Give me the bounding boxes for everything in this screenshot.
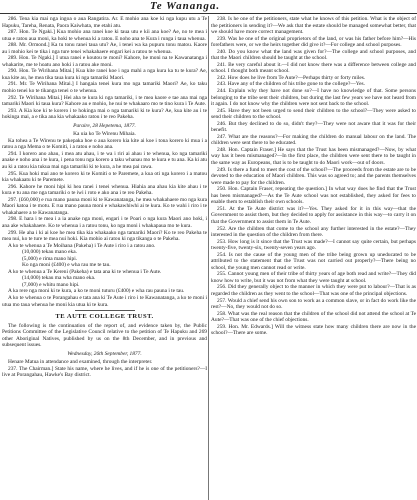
paragraph: A ko te whenua o te Porangahau e tata ana ki Te Aute i riro i te Kawanatanga, a ko te moni i utua mo taua whenua he moni kia utua ki te kura. bbox=[2, 294, 207, 308]
paragraph: 288. Mr. Ormond.] Ka tu tonu ranei taua utu? Ae, i tenei wa ka pupuru tonu matou. Kaore au i mohio kei te tika i nga ture tenei whakahaere engari kei a ratou te whenua. bbox=[2, 42, 207, 55]
column-divider bbox=[208, 16, 209, 500]
paragraph: 241. Be very careful about it.—I did not know there was a difference between college and school. I thought both meant school. bbox=[211, 61, 416, 75]
paragraph: 297. (£60,000) e rua mano pauna moni ki te Kawanatanga, he mea whakahaere mo nga kura Maori katoa i te motu. E rua mano pauna moni e whakawhiwhi ai te kura. Ko te wahi i riro i te whakahaere a te Kawanatanga. bbox=[2, 196, 207, 216]
paragraph: 251. At the Te Aute district was it?—Yes. They asked for it in this way—that the Government to assist them, but they decided to apply for assistance in this way—to carry it on that the Government to assist them in Te Aute. bbox=[211, 205, 416, 225]
paragraph: 246. But they declined to do so, didn't they?—They were not aware that it was for their benefit. bbox=[211, 120, 416, 134]
list-item: Ko nga moni (£400) e wha rau me te tau. bbox=[22, 262, 111, 269]
left-block-2 bbox=[2, 131, 207, 242]
paragraph: 238. Is he one of the petitioners, state what he knows of this petition. What is the object of the petitioners in sending it?—We ask that the estate should be managed somewhat better, that we should have more correct management. bbox=[211, 16, 416, 36]
section-title: TE AUTE COLLEGE TRUST. bbox=[55, 313, 154, 321]
paragraph: 252. Are the children that come to the school any further interested in the estate?—They interested in the question of the children from there. bbox=[211, 225, 416, 239]
paragraph: Ka uia ko Te Wirenu Mihaia. bbox=[73, 131, 136, 138]
list-item: (7,000) e whitu mano hipi. bbox=[22, 281, 80, 288]
paragraph: 253. How long is it since that the Trust was made?—I cannot say quite certain, but perhaps twenty-five, twenty-six, twenty-seven years ago. bbox=[211, 238, 416, 252]
paragraph: 250. Hon. Captain Fraser, repeating the question.] In what way does he find that the Trust has been mismanaged?—As the Te Aute school was not established, they asked for fees to enable them to establish their own schools. bbox=[211, 186, 416, 206]
paragraph: 287. Hon. Te Ngaki.] Kua mohio ana ranei koe ki taua utu e kii ana koe? Ae, no te mea i utua e ratou aua moni, ka hoki te whenua ki a ratou. E noho ana te Kura i runga i taua whenua. bbox=[2, 29, 207, 42]
paragraph: A ko te whenua a Te Moihana (Pakeha) i Te Aute i riro i a ratou ano. bbox=[8, 242, 156, 249]
paragraph: 291. Mr. Te Wirihana Mitai.] I hangaia tenei kura mo nga tamariki Maori? Ae, ko taku mohio tenei ko te tikanga tenei o te whenua. bbox=[2, 81, 207, 95]
date-heading: Wednesday, 26th September, 1877. bbox=[67, 350, 142, 357]
paragraph: 289. Hon. Te Ngaki.] I utua ranei e koutou te moni? Kahore, he moni na te Kawanatanga i whakarite, me te hoatu ano hoki i a ratou ake moni. bbox=[2, 55, 207, 68]
paragraph: 242. How does he live from Te Aute?—Perhaps thirty or forty miles. bbox=[217, 74, 366, 81]
paragraph: Ka tohea a Te Wirenu te pakepaka hoe o aua korero kia kite ai koe i tona korero ki mua i a ratou a nga Mema o te Komiti, i a ratou e noho ana. bbox=[2, 137, 207, 151]
paragraph: 259. Hon. Mr. Edwards.] Will the witness state how many children there are now in the school?—There are some. bbox=[211, 323, 416, 337]
section-divider bbox=[75, 310, 135, 311]
list-item: (5,000) e rima mano hipi. bbox=[22, 255, 78, 262]
masthead-rule bbox=[0, 13, 417, 14]
paragraph: 243. Have any of the children of his tribe gone to the college?—Yes. bbox=[217, 81, 365, 88]
paragraph: 254. Is not the cause of the young men of the tribe being grown up uneducated to be attributed to the statement that the Trust was not carried out properly?—There being no school, the young men cannot read or write. bbox=[211, 251, 416, 271]
paragraph: 256. Did they generally object to the manner in which they were put to labour?—That is as regarded the children as they went to the school—That was one of the principal objections. bbox=[211, 284, 416, 297]
paragraph: 237. The Chairman.] State his name, where he lives, and if he is one of the petitioners?—I live at Porangahau, Hawke's Bay district. bbox=[2, 365, 207, 379]
left-block-3 bbox=[2, 243, 207, 308]
right-column bbox=[211, 16, 416, 500]
paragraph: 244. Explain why they have not done so?—I have no knowledge of that. Some persons belonging to the tribe sent their children, but during the last few years we have not heard from it again. I do not know why the children were not sent back to the school. bbox=[211, 88, 416, 108]
paragraph: 258. What was the real reason that the children of the school did not attend the school at Te Aute?—That was one of the chief objections. bbox=[211, 310, 416, 324]
paragraph: 255. Cannot young men of their tribe of thirty years of age both read and write?—They did know how to write, but it was not from what they were taught at school. bbox=[211, 271, 416, 284]
left-block-4 bbox=[2, 323, 207, 379]
paragraph: 299. He aha i ki ai koe he mea tika kia whakaako nga tamariki Maori? Ko te reo Pakeha te mea nui, ko te ture te mea nui hoki. Kia mohio ai ratou ki nga tikanga o te Pakeha. bbox=[2, 229, 207, 243]
masthead bbox=[0, 0, 417, 14]
masthead-title: Te Wananga. bbox=[150, 0, 221, 12]
paragraph: 296. Kahore he moni hipi ki hea ranei i tenei whenua. Hiahia ana ahau kia kite ahau i te kura e tu ana me nga tamariki o te iwi i roto e ako ana i te reo Pakeha. bbox=[2, 183, 207, 197]
paragraph: 257. Would a chief send his own son to work as a common slave, or in fact do work like the rest?—No, they would not do so. bbox=[211, 297, 416, 311]
paragraph: 298. E hara i te mea i a ia anake nga moni, engari i te Poari o nga kura Maori ano hoki, i ana ake whakahaere. Ko te whenua i a ratou tonu, ko nga moni i whakapaua mo te kura. bbox=[2, 216, 207, 229]
paragraph: A ko te whenua a Te Kereni (Pakeha) e tata ana ki te whenua i Te Aute. bbox=[8, 268, 162, 275]
paragraph: 247. What are the reasons?—For making the children do manual labour on the land. The children were sent there to be educated. bbox=[211, 133, 416, 147]
paragraph: 292. Te Wirihana Mitai.] Hei aha te kura ki nga tamariki, i te mea kaore e tae ana mai nga tamariki Maori ki taua kura? Kahore au e mohio, he nui te whakaaro mo te tino kura i Te Aute. bbox=[2, 94, 207, 108]
paragraph: 286. Tena kia mai nga ingoa o aua Rangatira. Ar. E mohio ana koe ki nga kupu utu a Te Hapuku, Tareha, Renata, Paora Kaiwhata, me etahi atu. bbox=[2, 16, 207, 29]
paragraph: 295. Kua hoki mai ano te korero ki te Komiti o te Paremete, a kua oti nga korero i a matou kia whakaatu ki te Paremete. bbox=[2, 170, 207, 184]
paragraph: 290. Hon. Te Wirihana Mitai.] Kua kite ranei koe i nga mahi a nga kura ka tu te kura? Ae, kua kite au, he mea tika taua kura ki nga tamariki Maori. bbox=[2, 68, 207, 81]
paragraph: 293. A Kia koe ki te korero i te hokinga mai o nga tamariki ki te kura? Ae, kua kite au i te hokinga mai, a e tika ana kia whakaako ratou i te reo Pakeha. bbox=[2, 107, 207, 121]
paragraph: 240. Do you know what the land was given for?—The college and school purposes, and that the Maori children should be taught at the school. bbox=[211, 48, 416, 62]
paragraph: 294. I korero ano ahau, i mea atu ahau, i te wa i riri ai ahau i te whenua, ko nga tamariki anake e noho ana i te kura, i pena tonu nga korero a taku whanau mo te kura e tu ana. Ka ki atu au ki a ratou kia tukua mai nga tamariki ki te kura, a he mea pai rawa. bbox=[2, 150, 207, 171]
paragraph: 239. Was he one of the original proprietors of the land, or was his father before him?—His forefathers were, or we the heirs together did give it?—For college and school purposes. bbox=[211, 35, 416, 49]
paragraph: 248. Hon. Captain Fraser.] He says that the Trust has been mismanaged?—Now, by what way has it been mismanaged?—In the first place, the children were sent there to be taught in the same way as Europeans, that is to be taught to do Maori work—out of doors. bbox=[211, 146, 416, 167]
list-item: (14,000) tekau ma wha mano eka. bbox=[22, 275, 96, 282]
paragraph: Henare Matua in attendance and examined, through the interpreter. bbox=[8, 359, 153, 366]
left-column bbox=[2, 16, 207, 500]
paragraph: 245. Have they not been urged to send their children to the school?—They were asked to send their children to the school. bbox=[211, 107, 416, 121]
paragraph: A ka rere nga moni ki te kura, a ko te moni tuturu (£400) e wha rau pauna i te tau. bbox=[8, 288, 185, 295]
left-block-1 bbox=[2, 16, 207, 121]
date-heading: Paraire, 28 Hepetema, 1877. bbox=[73, 122, 136, 129]
paragraph: 249. Is there a fund to meet the cost of the school?—The proceeds from the estate are to be devoted to the education of Maori children. This was so agreed to; and the parents themselves were made to pay for the children. bbox=[211, 166, 416, 186]
list-item: (10,000) tekau mano eka. bbox=[22, 249, 77, 256]
paragraph: The following is the continuation of the report of, and evidence taken by, the Public Petitions Committee of the Legislative Council relative to the petition of Te Hapuku and 269 other Aboriginal Natives, published by us on the 8th December, and in previous and subsequent issues. bbox=[2, 322, 207, 349]
